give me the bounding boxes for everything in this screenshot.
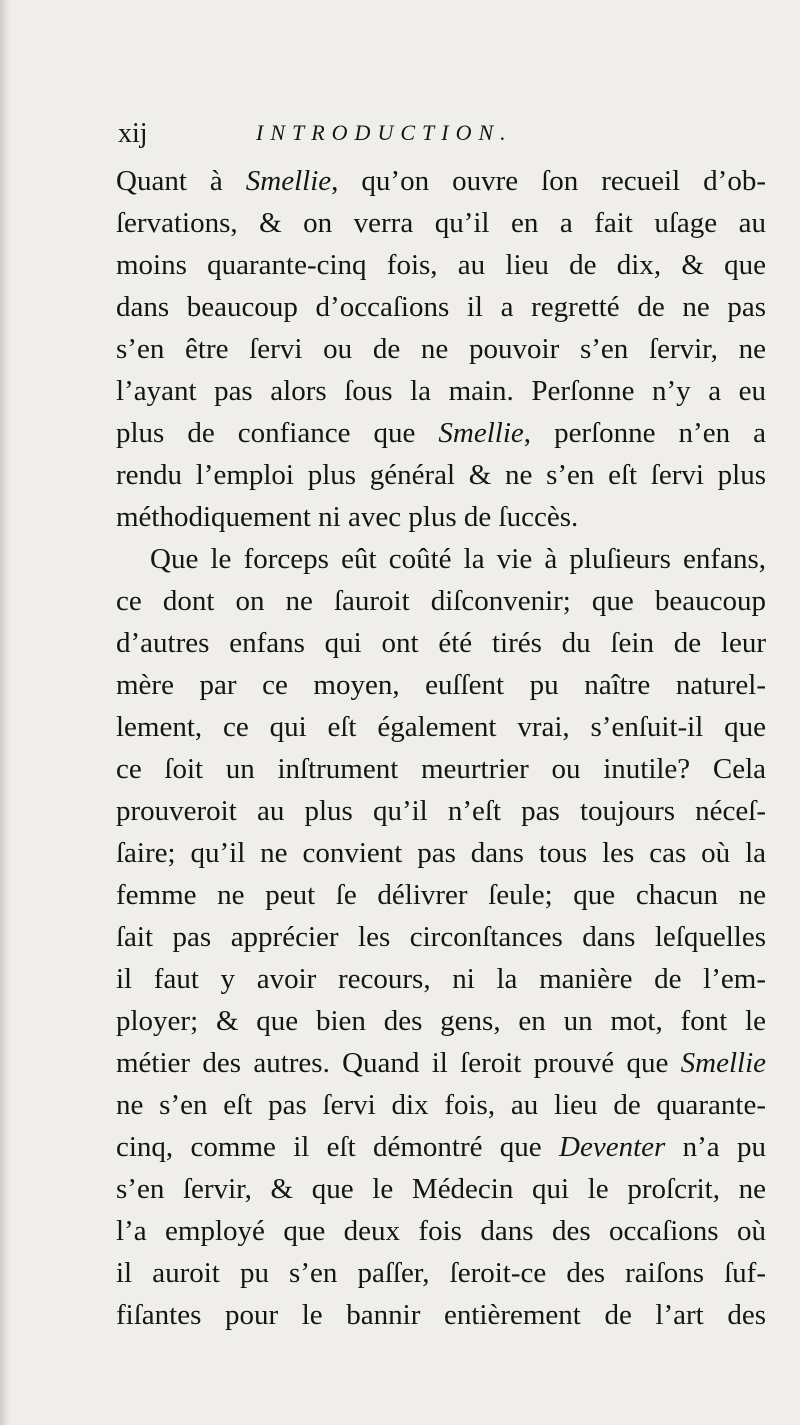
text-line: il faut y avoir recours, ni la manière de l’em- (116, 963, 766, 995)
text-line: s’en ſervir, & que le Médecin qui le proſcrit, ne (116, 1173, 766, 1205)
italic-name: Smellie (245, 165, 332, 197)
text-line: il auroit pu s’en paſſer, ſeroit-ce des raiſons ſuf- (116, 1257, 766, 1289)
page-number: xij (118, 118, 148, 149)
text-line: ployer; & que bien des gens, en un mot, font le (116, 1005, 766, 1037)
text-line: fiſantes pour le bannir entièrement de l’art des (116, 1299, 766, 1331)
page-header (118, 118, 618, 158)
text-line: ce dont on ne ſauroit diſconvenir; que beaucoup (116, 585, 766, 617)
italic-name: Smellie (680, 1047, 766, 1079)
text-line: rendu l’emploi plus général & ne s’en eſt ſervi plus (116, 459, 766, 491)
body-text (116, 160, 766, 1336)
text-line: méthodiquement ni avec plus de ſuccès. (116, 501, 579, 533)
text-line: prouveroit au plus qu’il n’eſt pas toujours néceſ- (116, 795, 766, 827)
text-line: d’autres enfans qui ont été tirés du ſein de leur (116, 627, 766, 659)
text-line: l’ayant pas alors ſous la main. Perſonne n’y a eu (116, 375, 766, 407)
text-line: ſaire; qu’il ne convient pas dans tous les cas où la (116, 837, 766, 869)
text-line: s’en être ſervi ou de ne pouvoir s’en ſervir, ne (116, 333, 766, 365)
text-line: plus de confiance que Smellie, perſonne n’en a (116, 417, 766, 449)
text-line: ſait pas apprécier les circonſtances dans leſquelles (116, 921, 766, 953)
text-line: moins quarante-cinq fois, au lieu de dix, & que (116, 249, 766, 281)
text-line: mère par ce moyen, euſſent pu naître naturel- (116, 669, 766, 701)
italic-name: Deventer (559, 1131, 666, 1163)
text-line: lement, ce qui eſt également vrai, s’enſuit-il que (116, 711, 766, 743)
text-line: dans beaucoup d’occaſions il a regretté de ne pas (116, 291, 766, 323)
text-line: métier des autres. Quand il ſeroit prouvé que Smellie (116, 1047, 766, 1079)
text-line: Quant à Smellie, qu’on ouvre ſon recueil d’ob- (116, 165, 766, 197)
italic-name: Smellie (438, 417, 524, 449)
page-gutter-shadow (0, 0, 10, 1425)
text-line: Que le forceps eût coûté la vie à pluſieurs enfans, (150, 543, 766, 575)
text-line: ce ſoit un inſtrument meurtrier ou inutile? Cela (116, 753, 766, 785)
text-line: ſervations, & on verra qu’il en a fait uſage au (116, 207, 766, 239)
text-line: cinq, comme il eſt démontré que Deventer n’a pu (116, 1131, 766, 1163)
text-line: ne s’en eſt pas ſervi dix fois, au lieu de quarante- (116, 1089, 766, 1121)
text-line: l’a employé que deux fois dans des occaſions où (116, 1215, 766, 1247)
text-line: femme ne peut ſe délivrer ſeule; que chacun ne (116, 879, 766, 911)
running-title: INTRODUCTION. (256, 120, 513, 145)
